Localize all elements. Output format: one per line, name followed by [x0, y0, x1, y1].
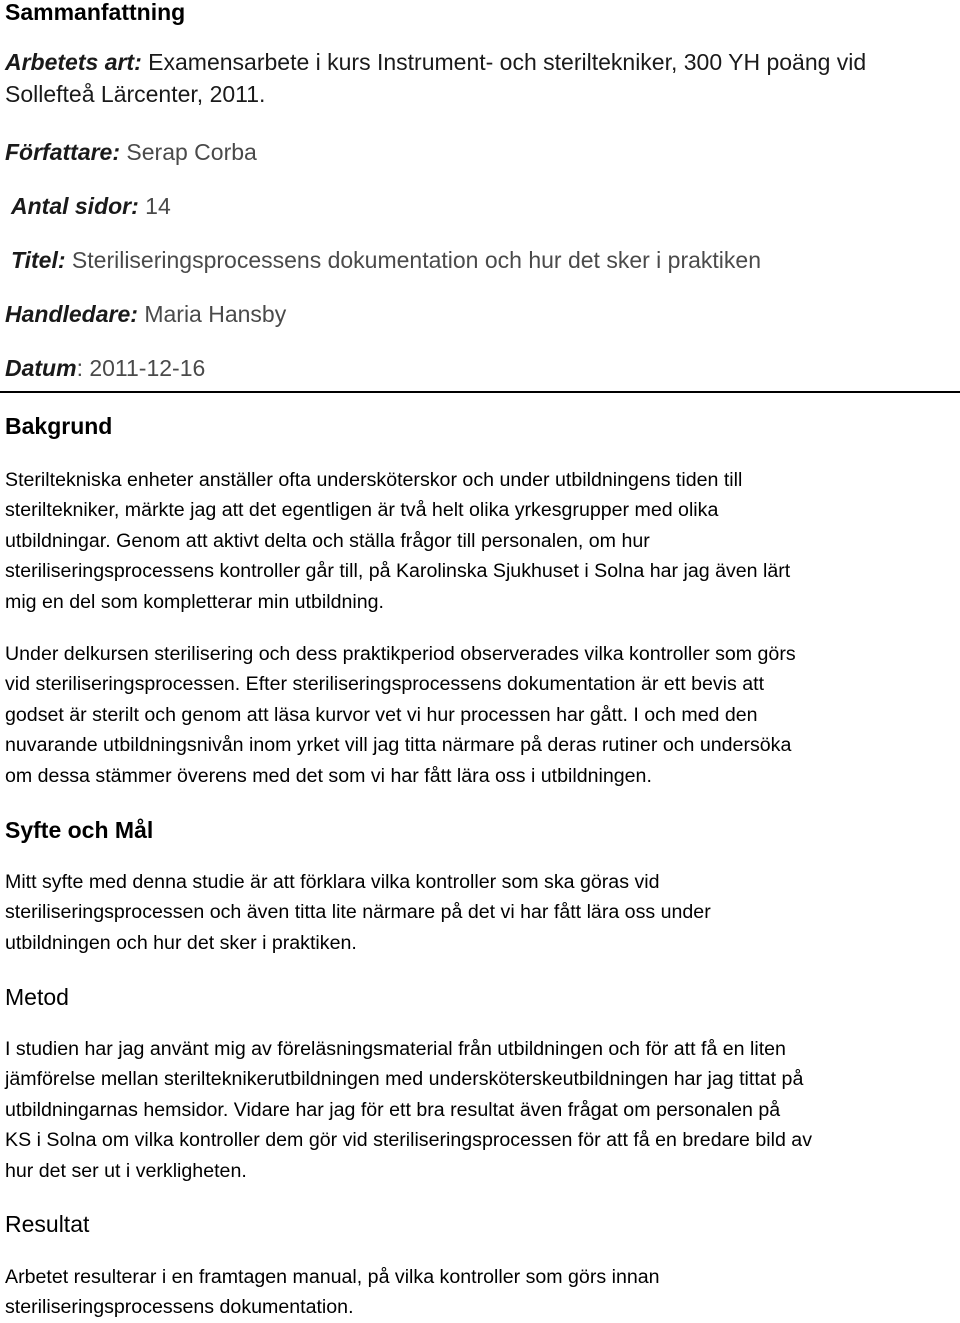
method-paragraph: [5, 1034, 960, 1186]
text-line: nuvarande utbildningsnivån inom yrket vill jag titta närmare på deras rutiner och undersöka: [5, 734, 792, 757]
background-paragraph-2: [5, 639, 960, 791]
aim-paragraph: [5, 867, 960, 958]
date-label: Datum: [5, 355, 77, 381]
pages-value: 14: [138, 193, 171, 219]
method-heading: Metod: [5, 984, 69, 1010]
meta-pages: [11, 190, 960, 222]
text-line: utbildningen och hur det sker i praktiken.: [5, 931, 357, 954]
meta-author: [5, 136, 955, 168]
work-type-value-line1: Examensarbete i kurs Instrument- och steriltekniker, 300 YH poäng vid: [141, 49, 867, 75]
text-line: vid steriliseringsprocessen. Efter steriliseringsprocessens dokumentation är ett bevis att: [5, 673, 765, 696]
text-line: Arbetet resulterar i en framtagen manual, på vilka kontroller som görs innan: [5, 1266, 660, 1288]
result-heading: Resultat: [5, 1211, 90, 1237]
text-line: om dessa stämmer överens med det som vi har fått lära oss i utbildningen.: [5, 764, 652, 787]
horizontal-rule: [0, 391, 960, 393]
title-value: Steriliseringsprocessens dokumentation och hur det sker i praktiken: [65, 247, 761, 273]
date-value: : 2011-12-16: [76, 355, 206, 381]
text-line: utbildningarnas hemsidor. Vidare har jag för ett bra resultat även frågat om personalen på: [5, 1098, 781, 1121]
text-line: jämförelse mellan sterilteknikerutbildningen med undersköterskeutbildningen har jag tittat på: [5, 1068, 804, 1091]
pages-label: Antal sidor:: [11, 193, 139, 219]
supervisor-value: Maria Hansby: [137, 301, 287, 327]
text-line: steriliseringsprocessens kontroller går till, på Karolinska Sjukhuset i Solna har jag även lärt: [5, 560, 791, 583]
text-line: godset är sterilt och genom att läsa kurvor vet vi hur processen har gått. I och med den: [5, 703, 758, 726]
text-line: mig en del som kompletterar min utbildning.: [5, 590, 384, 613]
text-line: steriliseringsprocessens dokumentation.: [5, 1296, 354, 1319]
author-label: Författare:: [5, 139, 121, 165]
text-line: I studien har jag använt mig av föreläsningsmaterial från utbildningen och för att få en liten: [5, 1038, 786, 1060]
text-line: Steriltekniska enheter anställer ofta undersköterskor och under utbildningens tiden till: [5, 469, 743, 491]
meta-title: [11, 244, 960, 276]
work-type-value-line2: Sollefteå Lärcenter, 2011.: [5, 81, 266, 107]
background-heading: Bakgrund: [5, 413, 113, 439]
text-line: Mitt syfte med denna studie är att förklara vilka kontroller som ska göras vid: [5, 871, 660, 893]
text-line: steriltekniker, märkte jag att det egentligen är två helt olika yrkesgrupper med olika: [5, 499, 719, 522]
author-value: Serap Corba: [120, 139, 257, 165]
supervisor-label: Handledare:: [5, 301, 138, 327]
aim-heading: Syfte och Mål: [5, 817, 154, 843]
meta-work-type: [5, 46, 955, 110]
meta-date: [5, 352, 955, 384]
text-line: KS i Solna om vilka kontroller dem gör vid steriliseringsprocessen för att få en bredare bild av: [5, 1129, 812, 1152]
title-label: Titel:: [11, 247, 66, 273]
result-paragraph: [5, 1262, 960, 1323]
text-line: steriliseringsprocessen och även titta lite närmare på det vi har fått lära oss under: [5, 901, 711, 924]
work-type-label: Arbetets art:: [5, 49, 142, 75]
text-line: hur det ser ut i verkligheten.: [5, 1159, 247, 1182]
text-line: Under delkursen sterilisering och dess praktikperiod observerades vilka kontroller som görs: [5, 643, 796, 665]
background-paragraph-1: [5, 465, 960, 617]
meta-supervisor: [5, 298, 955, 330]
summary-heading: Sammanfattning: [5, 0, 186, 25]
text-line: utbildningar. Genom att aktivt delta och ställa frågor till personalen, om hur: [5, 529, 650, 552]
